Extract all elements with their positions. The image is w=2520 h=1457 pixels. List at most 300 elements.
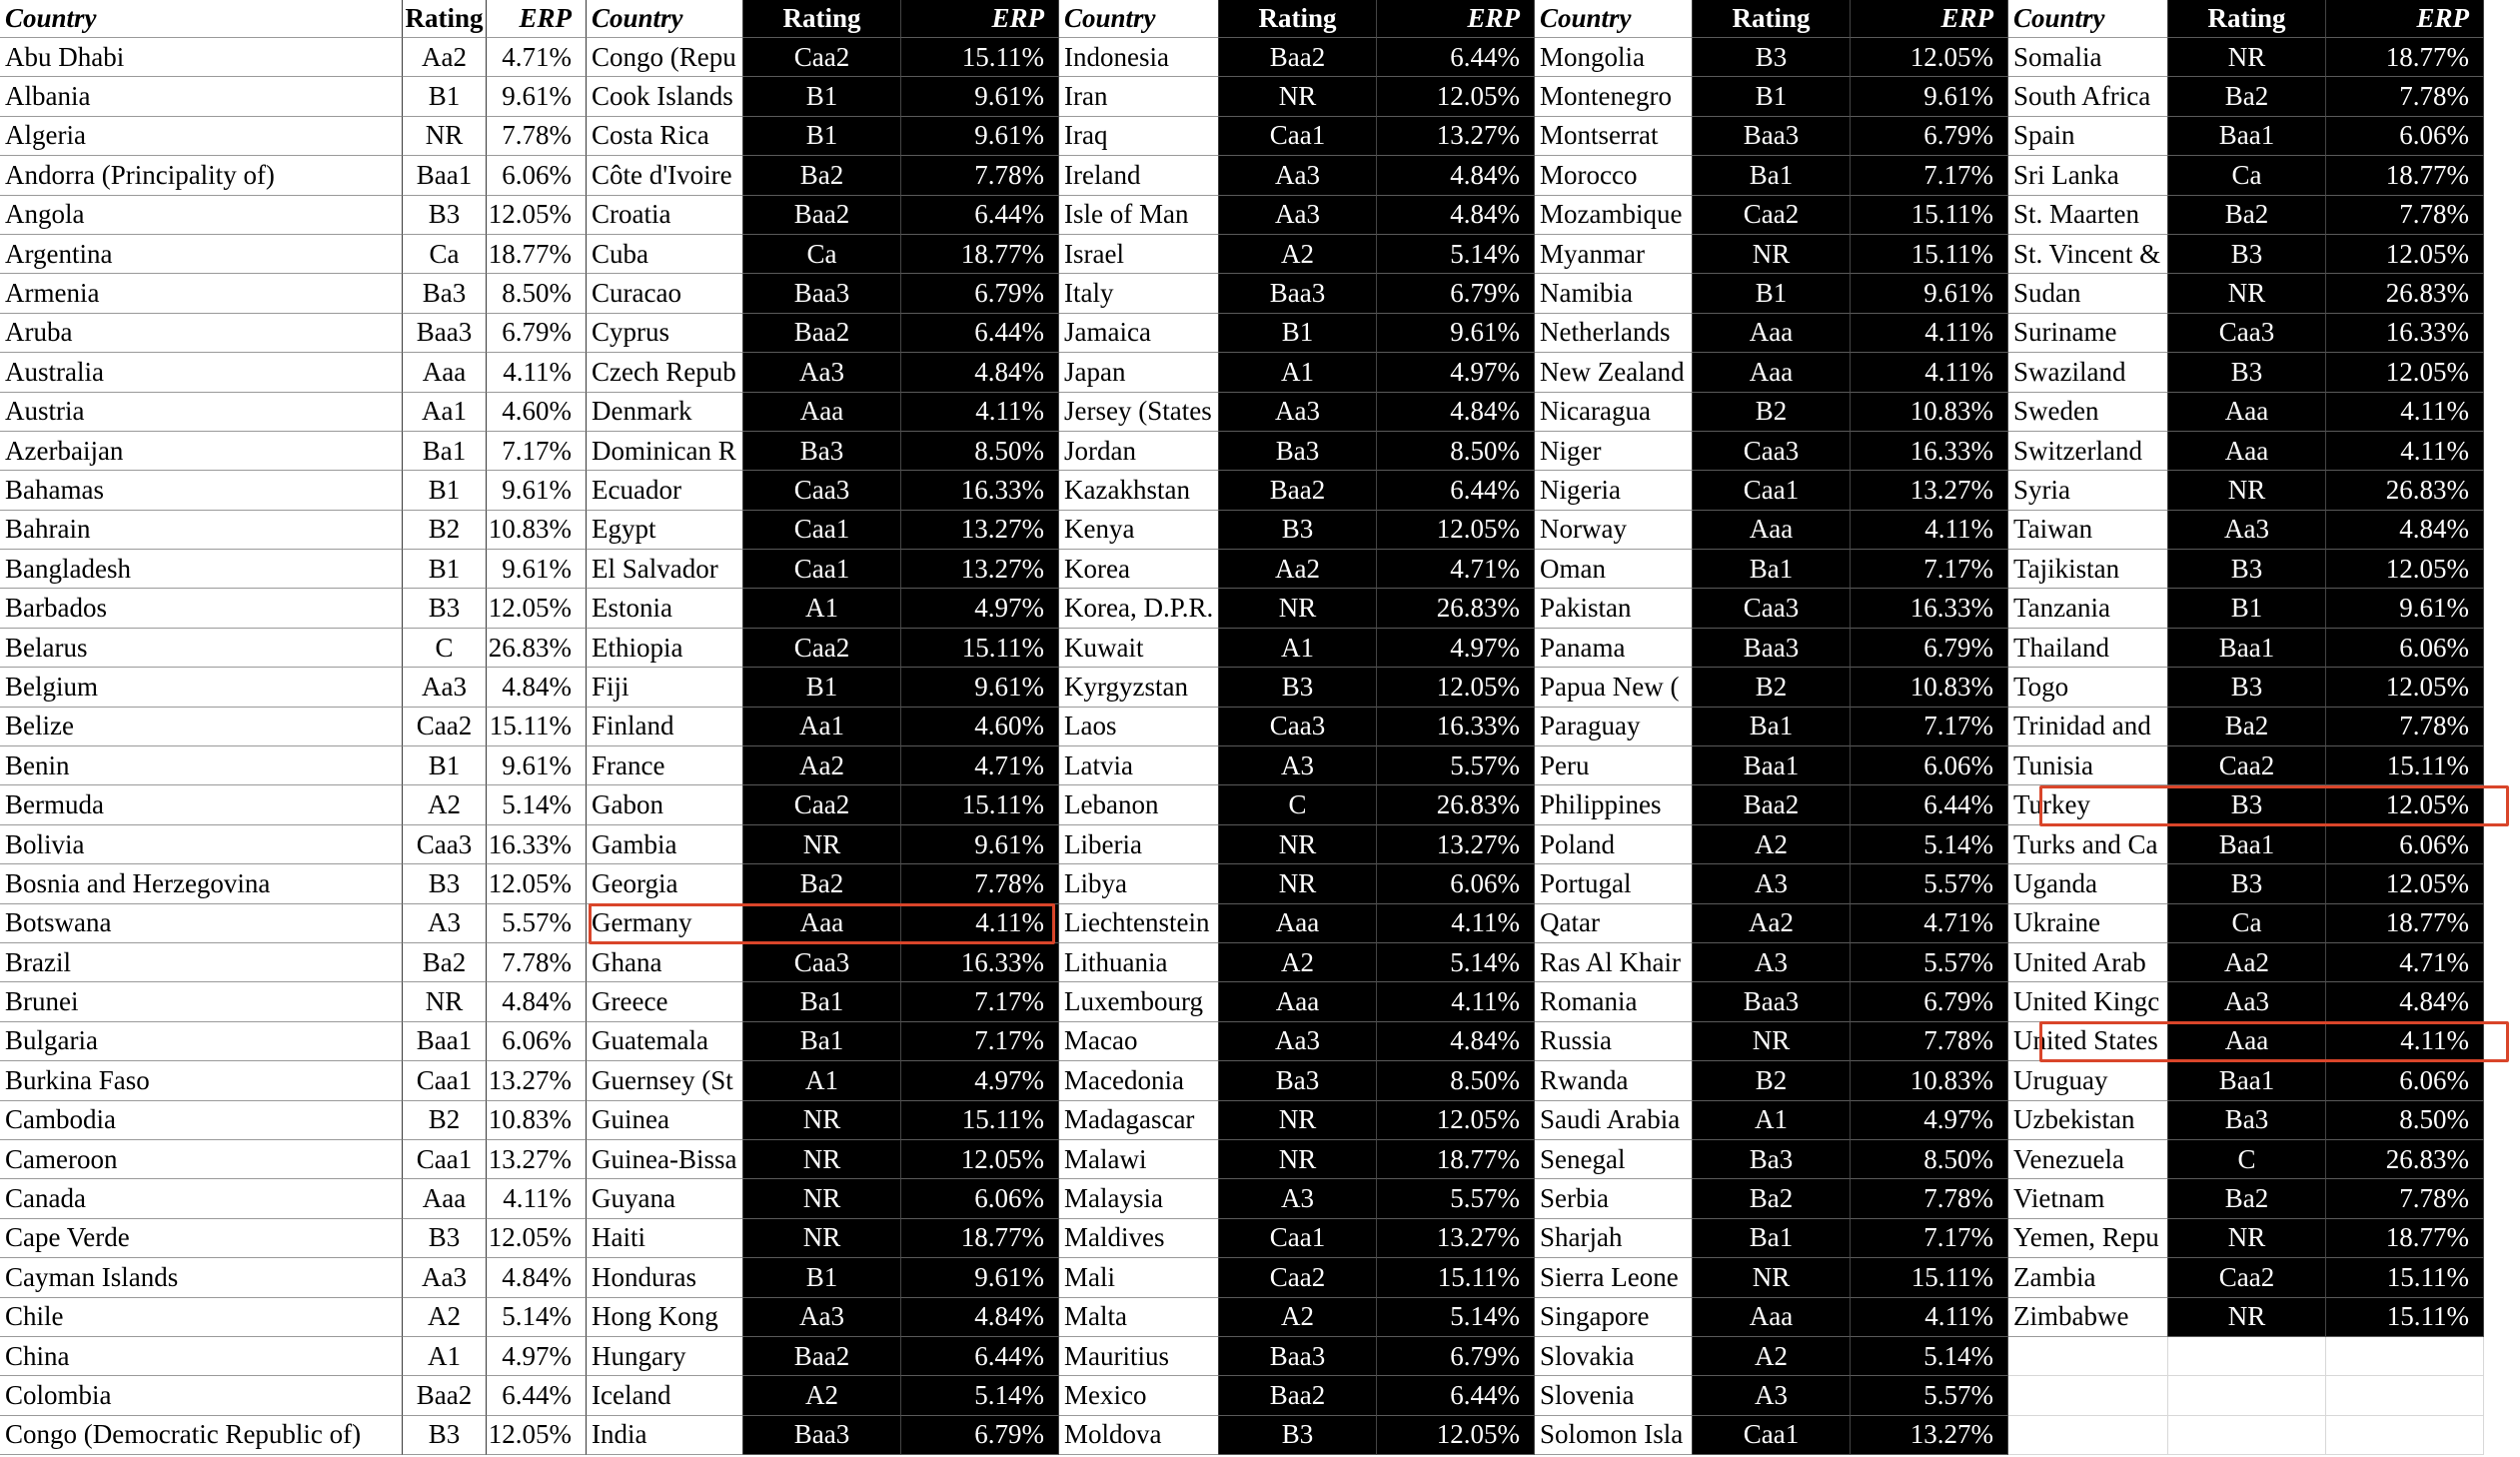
country-cell[interactable]: Saudi Arabia <box>1535 1101 1693 1140</box>
country-cell[interactable]: Mauritius <box>1059 1337 1219 1376</box>
column-header-country[interactable]: Country <box>1535 0 1693 38</box>
rating-cell[interactable]: B1 <box>403 77 487 116</box>
rating-cell[interactable]: Caa2 <box>403 708 487 746</box>
erp-cell[interactable]: 6.06% <box>2326 117 2484 156</box>
rating-cell[interactable]: B2 <box>1693 668 1851 707</box>
erp-cell[interactable]: 7.78% <box>1851 1179 2008 1218</box>
erp-cell[interactable]: 10.83% <box>1851 393 2008 432</box>
country-cell[interactable]: Luxembourg <box>1059 982 1219 1021</box>
country-cell[interactable]: Zimbabwe <box>2008 1298 2168 1337</box>
erp-cell[interactable]: 15.11% <box>1377 1258 1535 1297</box>
rating-cell[interactable]: Aaa <box>2168 1022 2326 1061</box>
erp-cell[interactable]: 4.84% <box>1377 156 1535 195</box>
erp-cell[interactable]: 13.27% <box>1377 117 1535 156</box>
erp-cell[interactable]: 5.57% <box>487 904 587 943</box>
rating-cell[interactable]: B2 <box>1693 1061 1851 1100</box>
erp-cell[interactable]: 5.14% <box>1377 1298 1535 1337</box>
erp-cell[interactable]: 9.61% <box>901 668 1059 707</box>
erp-cell[interactable]: 5.57% <box>1377 746 1535 785</box>
rating-cell[interactable]: Aa3 <box>743 353 901 392</box>
country-cell[interactable]: Ireland <box>1059 156 1219 195</box>
country-cell[interactable]: Guinea <box>587 1101 743 1140</box>
rating-cell[interactable]: Ca <box>743 235 901 274</box>
erp-cell[interactable]: 15.11% <box>2326 746 2484 785</box>
country-cell[interactable]: Congo (Repu <box>587 38 743 77</box>
country-cell[interactable]: Pakistan <box>1535 589 1693 628</box>
erp-cell[interactable]: 16.33% <box>1851 589 2008 628</box>
country-cell[interactable]: Ethiopia <box>587 629 743 668</box>
country-cell[interactable]: Georgia <box>587 864 743 903</box>
country-cell[interactable]: St. Maarten <box>2008 196 2168 235</box>
erp-cell[interactable]: 7.17% <box>901 982 1059 1021</box>
column-header-erp[interactable]: ERP <box>2326 0 2484 38</box>
country-cell[interactable]: Solomon Isla <box>1535 1416 1693 1455</box>
erp-cell[interactable]: 5.14% <box>1851 825 2008 864</box>
rating-cell[interactable]: B3 <box>2168 668 2326 707</box>
rating-cell[interactable]: Baa3 <box>403 314 487 353</box>
country-cell[interactable]: Netherlands <box>1535 314 1693 353</box>
rating-cell[interactable]: Caa2 <box>743 629 901 668</box>
country-cell[interactable]: Cambodia <box>0 1101 403 1140</box>
erp-cell[interactable]: 5.14% <box>487 1298 587 1337</box>
rating-cell[interactable]: Caa3 <box>1693 589 1851 628</box>
country-cell[interactable]: South Africa <box>2008 77 2168 116</box>
rating-cell[interactable]: Ba2 <box>2168 708 2326 746</box>
rating-cell[interactable]: NR <box>2168 471 2326 510</box>
column-header-erp[interactable]: ERP <box>901 0 1059 38</box>
rating-cell[interactable]: B3 <box>1219 668 1377 707</box>
country-cell[interactable]: Spain <box>2008 117 2168 156</box>
country-cell[interactable]: Congo (Democratic Republic of) <box>0 1416 403 1455</box>
country-cell[interactable]: Libya <box>1059 864 1219 903</box>
country-cell[interactable]: Malawi <box>1059 1140 1219 1179</box>
country-cell[interactable]: Sweden <box>2008 393 2168 432</box>
erp-cell[interactable]: 15.11% <box>1851 196 2008 235</box>
country-cell[interactable]: Chile <box>0 1298 403 1337</box>
rating-cell[interactable]: A2 <box>403 785 487 824</box>
rating-cell[interactable]: B3 <box>1219 511 1377 550</box>
rating-cell[interactable]: Aa1 <box>743 708 901 746</box>
country-cell[interactable]: United States <box>2008 1022 2168 1061</box>
erp-cell[interactable]: 7.78% <box>487 943 587 982</box>
country-cell[interactable]: Mozambique <box>1535 196 1693 235</box>
country-cell[interactable]: Abu Dhabi <box>0 38 403 77</box>
country-cell[interactable]: Singapore <box>1535 1298 1693 1337</box>
rating-cell[interactable]: Ba1 <box>743 1022 901 1061</box>
country-cell[interactable]: Cameroon <box>0 1140 403 1179</box>
erp-cell[interactable]: 7.78% <box>2326 77 2484 116</box>
country-cell[interactable]: Cayman Islands <box>0 1258 403 1297</box>
column-header-rating[interactable]: Rating <box>403 0 487 38</box>
country-cell[interactable]: Curacao <box>587 274 743 313</box>
erp-cell[interactable]: 18.77% <box>901 235 1059 274</box>
country-cell[interactable]: Norway <box>1535 511 1693 550</box>
rating-cell[interactable]: A2 <box>743 1376 901 1415</box>
erp-cell[interactable]: 13.27% <box>487 1140 587 1179</box>
rating-cell[interactable]: Aaa <box>403 353 487 392</box>
rating-cell[interactable]: Aaa <box>1693 314 1851 353</box>
rating-cell[interactable]: Aaa <box>1219 904 1377 943</box>
rating-cell[interactable]: Caa1 <box>743 550 901 589</box>
erp-cell[interactable]: 5.57% <box>1851 943 2008 982</box>
erp-cell[interactable]: 5.57% <box>1851 1376 2008 1415</box>
erp-cell[interactable]: 16.33% <box>901 471 1059 510</box>
country-cell[interactable]: Suriname <box>2008 314 2168 353</box>
country-cell[interactable]: Mali <box>1059 1258 1219 1297</box>
column-header-country[interactable]: Country <box>1059 0 1219 38</box>
country-cell[interactable]: Malta <box>1059 1298 1219 1337</box>
erp-cell[interactable]: 4.84% <box>487 668 587 707</box>
erp-cell[interactable]: 5.14% <box>1377 235 1535 274</box>
rating-cell[interactable]: A3 <box>1693 943 1851 982</box>
erp-cell[interactable]: 6.79% <box>487 314 587 353</box>
country-cell[interactable]: Kazakhstan <box>1059 471 1219 510</box>
erp-cell[interactable]: 7.17% <box>1851 708 2008 746</box>
erp-cell[interactable]: 4.84% <box>1377 393 1535 432</box>
rating-cell[interactable]: Caa3 <box>1219 708 1377 746</box>
rating-cell[interactable]: NR <box>1219 589 1377 628</box>
erp-cell[interactable]: 12.05% <box>487 196 587 235</box>
country-cell[interactable]: Hungary <box>587 1337 743 1376</box>
rating-cell[interactable]: B2 <box>403 511 487 550</box>
rating-cell[interactable]: A2 <box>1219 235 1377 274</box>
rating-cell[interactable]: Baa2 <box>1693 785 1851 824</box>
erp-cell[interactable]: 26.83% <box>2326 274 2484 313</box>
rating-cell[interactable]: A1 <box>403 1337 487 1376</box>
country-cell[interactable]: Australia <box>0 353 403 392</box>
erp-cell[interactable]: 10.83% <box>1851 668 2008 707</box>
rating-cell[interactable]: Aaa <box>403 1179 487 1218</box>
erp-cell[interactable]: 4.11% <box>2326 393 2484 432</box>
rating-cell[interactable]: B3 <box>403 864 487 903</box>
erp-cell[interactable]: 12.05% <box>2326 550 2484 589</box>
erp-cell[interactable]: 13.27% <box>1377 825 1535 864</box>
erp-cell[interactable]: 26.83% <box>2326 471 2484 510</box>
erp-cell[interactable]: 16.33% <box>487 825 587 864</box>
rating-cell[interactable]: B1 <box>743 117 901 156</box>
country-cell[interactable]: Kenya <box>1059 511 1219 550</box>
erp-cell[interactable]: 15.11% <box>487 708 587 746</box>
erp-cell[interactable]: 15.11% <box>1851 235 2008 274</box>
country-cell[interactable]: Armenia <box>0 274 403 313</box>
rating-cell[interactable]: Ca <box>2168 904 2326 943</box>
erp-cell[interactable]: 4.97% <box>901 589 1059 628</box>
country-cell[interactable]: Madagascar <box>1059 1101 1219 1140</box>
erp-cell[interactable]: 12.05% <box>1851 38 2008 77</box>
country-cell[interactable]: Sharjah <box>1535 1219 1693 1258</box>
erp-cell[interactable]: 5.57% <box>1377 1179 1535 1218</box>
column-header-erp[interactable]: ERP <box>1851 0 2008 38</box>
erp-cell[interactable]: 4.84% <box>1377 1022 1535 1061</box>
country-cell[interactable]: Senegal <box>1535 1140 1693 1179</box>
rating-cell[interactable]: Aa2 <box>743 746 901 785</box>
country-cell[interactable]: Guatemala <box>587 1022 743 1061</box>
rating-cell[interactable]: B1 <box>403 550 487 589</box>
erp-cell[interactable]: 9.61% <box>1377 314 1535 353</box>
country-cell[interactable]: Paraguay <box>1535 708 1693 746</box>
rating-cell[interactable]: Baa3 <box>743 1416 901 1455</box>
country-cell[interactable]: Swaziland <box>2008 353 2168 392</box>
column-header-rating[interactable]: Rating <box>1693 0 1851 38</box>
erp-cell[interactable]: 9.61% <box>901 825 1059 864</box>
country-cell[interactable]: Cyprus <box>587 314 743 353</box>
country-cell[interactable]: Isle of Man <box>1059 196 1219 235</box>
country-cell[interactable]: Niger <box>1535 432 1693 471</box>
country-cell[interactable]: Papua New ( <box>1535 668 1693 707</box>
erp-cell[interactable]: 9.61% <box>901 77 1059 116</box>
rating-cell[interactable]: NR <box>403 982 487 1021</box>
erp-cell[interactable]: 10.83% <box>487 511 587 550</box>
rating-cell[interactable]: Aaa <box>743 904 901 943</box>
country-cell[interactable]: Denmark <box>587 393 743 432</box>
rating-cell[interactable]: NR <box>743 1219 901 1258</box>
country-cell[interactable]: Slovenia <box>1535 1376 1693 1415</box>
empty-cell[interactable] <box>2168 1416 2326 1455</box>
erp-cell[interactable]: 4.60% <box>901 708 1059 746</box>
erp-cell[interactable]: 7.78% <box>1851 1022 2008 1061</box>
rating-cell[interactable]: Ba1 <box>403 432 487 471</box>
country-cell[interactable]: Ukraine <box>2008 904 2168 943</box>
country-cell[interactable]: Tanzania <box>2008 589 2168 628</box>
country-cell[interactable]: Nigeria <box>1535 471 1693 510</box>
erp-cell[interactable]: 9.61% <box>901 1258 1059 1297</box>
country-cell[interactable]: Hong Kong <box>587 1298 743 1337</box>
country-cell[interactable]: Turks and Ca <box>2008 825 2168 864</box>
erp-cell[interactable]: 7.17% <box>487 432 587 471</box>
country-cell[interactable]: Uzbekistan <box>2008 1101 2168 1140</box>
country-cell[interactable]: Ghana <box>587 943 743 982</box>
erp-cell[interactable]: 6.44% <box>901 196 1059 235</box>
erp-cell[interactable]: 5.57% <box>1851 864 2008 903</box>
rating-cell[interactable]: Ca <box>2168 156 2326 195</box>
country-cell[interactable]: Slovakia <box>1535 1337 1693 1376</box>
erp-cell[interactable]: 4.97% <box>1377 629 1535 668</box>
rating-cell[interactable]: B1 <box>403 746 487 785</box>
rating-cell[interactable]: Aa1 <box>403 393 487 432</box>
erp-cell[interactable]: 6.79% <box>901 274 1059 313</box>
country-cell[interactable]: El Salvador <box>587 550 743 589</box>
erp-cell[interactable]: 18.77% <box>2326 38 2484 77</box>
rating-cell[interactable]: NR <box>1693 1022 1851 1061</box>
rating-cell[interactable]: NR <box>2168 38 2326 77</box>
country-cell[interactable]: Bangladesh <box>0 550 403 589</box>
rating-cell[interactable]: NR <box>403 117 487 156</box>
country-cell[interactable]: Trinidad and <box>2008 708 2168 746</box>
country-cell[interactable]: Korea <box>1059 550 1219 589</box>
country-cell[interactable]: Ecuador <box>587 471 743 510</box>
erp-cell[interactable]: 6.44% <box>1377 38 1535 77</box>
rating-cell[interactable]: B1 <box>1693 274 1851 313</box>
rating-cell[interactable]: A1 <box>743 1061 901 1100</box>
country-cell[interactable]: Taiwan <box>2008 511 2168 550</box>
erp-cell[interactable]: 7.17% <box>901 1022 1059 1061</box>
rating-cell[interactable]: Ba2 <box>2168 196 2326 235</box>
country-cell[interactable]: Cuba <box>587 235 743 274</box>
rating-cell[interactable]: Ba3 <box>1693 1140 1851 1179</box>
rating-cell[interactable]: Ba3 <box>1219 432 1377 471</box>
country-cell[interactable]: Iraq <box>1059 117 1219 156</box>
country-cell[interactable]: Sri Lanka <box>2008 156 2168 195</box>
erp-cell[interactable]: 6.06% <box>487 156 587 195</box>
rating-cell[interactable]: A2 <box>1219 943 1377 982</box>
column-header-rating[interactable]: Rating <box>1219 0 1377 38</box>
country-cell[interactable]: Burkina Faso <box>0 1061 403 1100</box>
erp-cell[interactable]: 6.06% <box>2326 629 2484 668</box>
rating-cell[interactable]: Baa3 <box>1693 117 1851 156</box>
erp-cell[interactable]: 7.78% <box>487 117 587 156</box>
erp-cell[interactable]: 4.11% <box>901 904 1059 943</box>
country-cell[interactable]: Mexico <box>1059 1376 1219 1415</box>
erp-cell[interactable]: 7.17% <box>1851 1219 2008 1258</box>
erp-cell[interactable]: 5.14% <box>901 1376 1059 1415</box>
rating-cell[interactable]: A2 <box>403 1298 487 1337</box>
erp-cell[interactable]: 8.50% <box>2326 1101 2484 1140</box>
empty-cell[interactable] <box>2326 1337 2484 1376</box>
erp-cell[interactable]: 4.71% <box>901 746 1059 785</box>
rating-cell[interactable]: Baa1 <box>2168 825 2326 864</box>
erp-cell[interactable]: 4.97% <box>1851 1101 2008 1140</box>
rating-cell[interactable]: B3 <box>403 1416 487 1455</box>
rating-cell[interactable]: NR <box>1693 1258 1851 1297</box>
erp-cell[interactable]: 6.06% <box>901 1179 1059 1218</box>
rating-cell[interactable]: NR <box>2168 1298 2326 1337</box>
rating-cell[interactable]: Caa3 <box>1693 432 1851 471</box>
erp-cell[interactable]: 6.44% <box>901 314 1059 353</box>
rating-cell[interactable]: Caa2 <box>1693 196 1851 235</box>
erp-cell[interactable]: 7.78% <box>2326 708 2484 746</box>
rating-cell[interactable]: Baa3 <box>1693 629 1851 668</box>
erp-cell[interactable]: 4.84% <box>901 1298 1059 1337</box>
erp-cell[interactable]: 12.05% <box>1377 1101 1535 1140</box>
rating-cell[interactable]: NR <box>1693 235 1851 274</box>
rating-cell[interactable]: Aaa <box>2168 393 2326 432</box>
country-cell[interactable]: Estonia <box>587 589 743 628</box>
country-cell[interactable]: Somalia <box>2008 38 2168 77</box>
erp-cell[interactable]: 7.78% <box>2326 196 2484 235</box>
rating-cell[interactable]: Baa2 <box>1219 38 1377 77</box>
rating-cell[interactable]: B1 <box>2168 589 2326 628</box>
rating-cell[interactable]: Aa2 <box>1219 550 1377 589</box>
erp-cell[interactable]: 18.77% <box>2326 904 2484 943</box>
country-cell[interactable]: Serbia <box>1535 1179 1693 1218</box>
erp-cell[interactable]: 15.11% <box>2326 1258 2484 1297</box>
rating-cell[interactable]: Aaa <box>2168 432 2326 471</box>
rating-cell[interactable]: Baa2 <box>743 196 901 235</box>
rating-cell[interactable]: Baa3 <box>1693 982 1851 1021</box>
erp-cell[interactable]: 4.97% <box>901 1061 1059 1100</box>
rating-cell[interactable]: Caa2 <box>2168 746 2326 785</box>
country-cell[interactable]: Japan <box>1059 353 1219 392</box>
country-cell[interactable]: Côte d'Ivoire <box>587 156 743 195</box>
erp-cell[interactable]: 18.77% <box>487 235 587 274</box>
erp-cell[interactable]: 10.83% <box>1851 1061 2008 1100</box>
country-cell[interactable]: Philippines <box>1535 785 1693 824</box>
empty-cell[interactable] <box>2168 1337 2326 1376</box>
erp-cell[interactable]: 15.11% <box>2326 1298 2484 1337</box>
column-header-rating[interactable]: Rating <box>2168 0 2326 38</box>
country-cell[interactable]: Austria <box>0 393 403 432</box>
country-cell[interactable]: Bulgaria <box>0 1022 403 1061</box>
rating-cell[interactable]: NR <box>743 1140 901 1179</box>
rating-cell[interactable]: Caa1 <box>1693 1416 1851 1455</box>
rating-cell[interactable]: B3 <box>2168 864 2326 903</box>
country-cell[interactable]: Venezuela <box>2008 1140 2168 1179</box>
country-cell[interactable]: Myanmar <box>1535 235 1693 274</box>
country-cell[interactable]: Colombia <box>0 1376 403 1415</box>
rating-cell[interactable]: Aa3 <box>1219 156 1377 195</box>
country-cell[interactable]: Sierra Leone <box>1535 1258 1693 1297</box>
erp-cell[interactable]: 15.11% <box>901 1101 1059 1140</box>
column-header-erp[interactable]: ERP <box>1377 0 1535 38</box>
rating-cell[interactable]: Caa3 <box>743 471 901 510</box>
rating-cell[interactable]: B1 <box>403 471 487 510</box>
erp-cell[interactable]: 13.27% <box>901 511 1059 550</box>
country-cell[interactable]: Algeria <box>0 117 403 156</box>
rating-cell[interactable]: Ba3 <box>403 274 487 313</box>
country-cell[interactable]: Namibia <box>1535 274 1693 313</box>
country-cell[interactable]: Thailand <box>2008 629 2168 668</box>
erp-cell[interactable]: 15.11% <box>901 785 1059 824</box>
rating-cell[interactable]: Caa1 <box>1693 471 1851 510</box>
erp-cell[interactable]: 7.78% <box>901 864 1059 903</box>
rating-cell[interactable]: Baa1 <box>403 156 487 195</box>
country-cell[interactable]: United Arab <box>2008 943 2168 982</box>
rating-cell[interactable]: Ba2 <box>403 943 487 982</box>
erp-cell[interactable]: 12.05% <box>2326 353 2484 392</box>
erp-cell[interactable]: 12.05% <box>1377 1416 1535 1455</box>
erp-cell[interactable]: 18.77% <box>2326 156 2484 195</box>
rating-cell[interactable]: Baa2 <box>403 1376 487 1415</box>
erp-cell[interactable]: 9.61% <box>487 746 587 785</box>
country-cell[interactable]: Panama <box>1535 629 1693 668</box>
erp-cell[interactable]: 15.11% <box>1851 1258 2008 1297</box>
country-cell[interactable]: Syria <box>2008 471 2168 510</box>
erp-cell[interactable]: 9.61% <box>487 471 587 510</box>
country-cell[interactable]: Bahamas <box>0 471 403 510</box>
erp-cell[interactable]: 6.06% <box>1851 746 2008 785</box>
rating-cell[interactable]: Baa1 <box>2168 629 2326 668</box>
column-header-rating[interactable]: Rating <box>743 0 901 38</box>
column-header-country[interactable]: Country <box>0 0 403 38</box>
country-cell[interactable]: Guyana <box>587 1179 743 1218</box>
rating-cell[interactable]: Caa3 <box>2168 314 2326 353</box>
rating-cell[interactable]: Ba2 <box>743 864 901 903</box>
erp-cell[interactable]: 4.11% <box>1851 353 2008 392</box>
rating-cell[interactable]: Aa3 <box>2168 511 2326 550</box>
rating-cell[interactable]: A3 <box>1693 864 1851 903</box>
rating-cell[interactable]: Baa3 <box>743 274 901 313</box>
rating-cell[interactable]: Ca <box>403 235 487 274</box>
erp-cell[interactable]: 6.79% <box>1851 629 2008 668</box>
country-cell[interactable]: Ras Al Khair <box>1535 943 1693 982</box>
country-cell[interactable]: Azerbaijan <box>0 432 403 471</box>
country-cell[interactable]: France <box>587 746 743 785</box>
country-cell[interactable]: New Zealand <box>1535 353 1693 392</box>
country-cell[interactable]: Haiti <box>587 1219 743 1258</box>
rating-cell[interactable]: NR <box>743 1179 901 1218</box>
erp-cell[interactable]: 12.05% <box>2326 668 2484 707</box>
erp-cell[interactable]: 9.61% <box>487 77 587 116</box>
rating-cell[interactable]: NR <box>1219 864 1377 903</box>
erp-cell[interactable]: 16.33% <box>901 943 1059 982</box>
erp-cell[interactable]: 6.44% <box>1377 471 1535 510</box>
erp-cell[interactable]: 26.83% <box>1377 589 1535 628</box>
column-header-country[interactable]: Country <box>587 0 743 38</box>
empty-cell[interactable] <box>2008 1376 2168 1415</box>
erp-cell[interactable]: 26.83% <box>2326 1140 2484 1179</box>
rating-cell[interactable]: Caa1 <box>403 1140 487 1179</box>
country-cell[interactable]: Angola <box>0 196 403 235</box>
